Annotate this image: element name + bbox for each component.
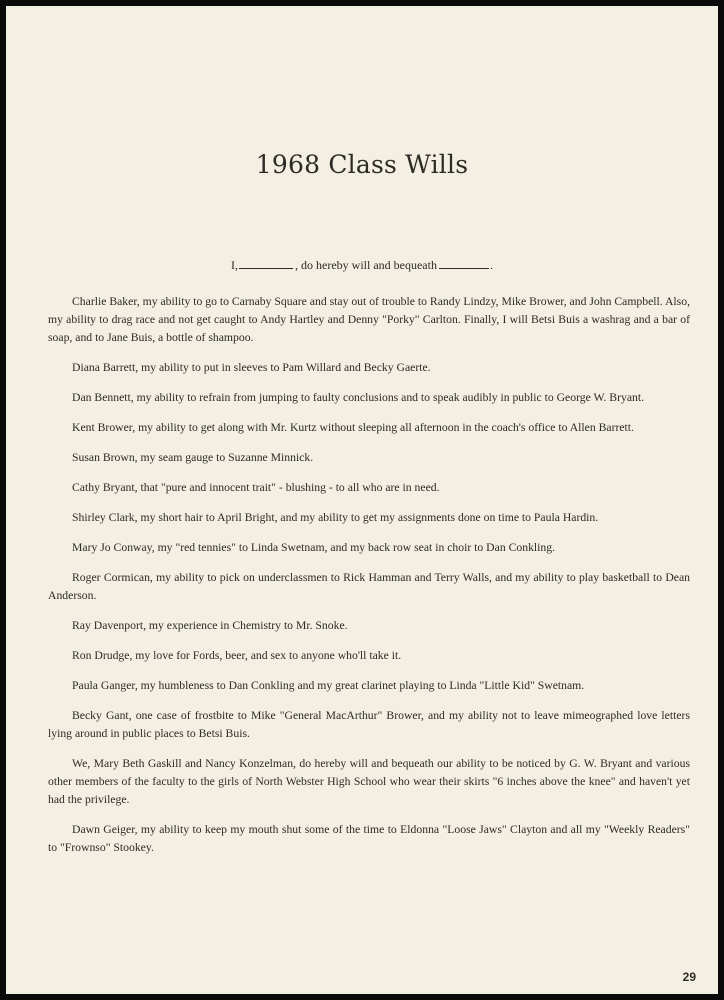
will-paragraph: Susan Brown, my seam gauge to Suzanne Minnick. [72,451,314,464]
will-paragraph: Cathy Bryant, that "pure and innocent trait" - blushing - to all who are in need. [72,481,440,494]
intro-middle: , do hereby will and bequeath [295,258,437,272]
page-title: 1968 Class Wills [255,150,469,179]
will-paragraph: Ron Drudge, my love for Fords, beer, and sex to anyone who'll take it. [72,649,402,662]
will-paragraph: Becky Gant, one case of frostbite to Mike "General MacArthur" Brower, and my ability not to leave mimeographed love letters lying around in public places to Betsi Buis. [48,709,690,740]
wills-list [48,293,690,869]
will-paragraph: Dawn Geiger, my ability to keep my mouth shut some of the time to Eldonna "Loose Jaws" Clayton and all my "Weekly Readers" to "Frownso" Stookey. [48,823,690,854]
bequest-blank [439,260,489,269]
will-paragraph: Dan Bennett, my ability to refrain from jumping to faulty conclusions and to speak audibly in public to George W. Bryant. [72,391,645,404]
intro-prefix: I, [231,258,239,272]
will-paragraph: Diana Barrett, my ability to put in sleeves to Pam Willard and Becky Gaerte. [72,361,431,374]
page-number: 29 [682,970,696,984]
will-paragraph: Kent Brower, my ability to get along with Mr. Kurtz without sleeping all afternoon in the coach's office to Allen Barrett. [72,421,634,434]
will-paragraph: Paula Ganger, my humbleness to Dan Conkling and my great clarinet playing to Linda "Little Kid" Swetnam. [72,679,585,692]
intro-line [6,258,718,273]
will-paragraph: Ray Davenport, my experience in Chemistry to Mr. Snoke. [72,619,348,632]
will-paragraph: Roger Cormican, my ability to pick on underclassmen to Rick Hamman and Terry Walls, and my ability to play basketball to Dean Anderson. [48,571,690,602]
will-paragraph: Charlie Baker, my ability to go to Carnaby Square and stay out of trouble to Randy Lindzy, Mike Brower, and John Campbell. Also, my ability to drag race and not get caught to Andy Hartley and Denny "Porky" Carlton. Finally, I will Betsi Buis a washrag and a bar of soap, and to Jane Buis, a bottle of shampoo. [48,295,690,344]
will-paragraph: Mary Jo Conway, my "red tennies" to Linda Swetnam, and my back row seat in choir to Dan Conkling. [72,541,556,554]
will-paragraph: We, Mary Beth Gaskill and Nancy Konzelman, do hereby will and bequeath our ability to be noticed by G. W. Bryant and various other members of the faculty to the girls of North Webster High School who wear their skirts "6 inches above the knee" and haven't yet had the privilege. [48,757,690,806]
name-blank [239,260,293,269]
yearbook-page [6,6,718,994]
intro-suffix: . [489,258,493,272]
will-paragraph: Shirley Clark, my short hair to April Bright, and my ability to get my assignments done on time to Paula Hardin. [72,511,599,524]
